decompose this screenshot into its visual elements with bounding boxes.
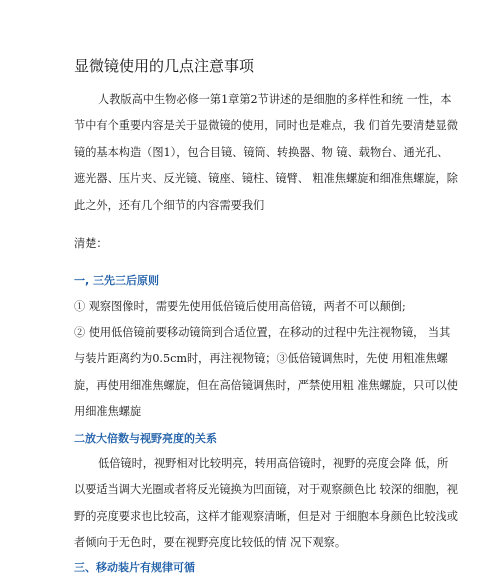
intro-line: 此之外，还有几个细节的内容需要我们 [74, 198, 265, 212]
intro-tail-text: 清楚： [74, 237, 108, 250]
section1-line: 与装片距离约为0.5cm时，再注视物镜；③低倍镜调焦时，先使 用粗准焦螺 [74, 352, 448, 366]
intro-line: 人教版高中生物必修一第1章第2节讲述的是细胞的多样性和统 一性，本 [98, 93, 452, 106]
section1-item2 [74, 320, 458, 426]
intro-tail [74, 231, 430, 257]
section-heading-3-text: 三、移动装片有规律可循 [74, 561, 195, 574]
section2-paragraph [74, 451, 458, 557]
page-title: 显微镜使用的几点注意事项 [74, 57, 255, 75]
intro-paragraph [74, 87, 458, 219]
section1-item1 [74, 294, 430, 320]
intro-line: 遮光器、压片夹、反光镜、镜座、镜柱、镜臂、 粗准焦螺旋和细准焦螺旋，除 [74, 172, 458, 186]
section1-item1-text: ① 观察图像时，需要先使用低倍镜后使用高倍镜，两者不可以颠倒; [74, 300, 406, 313]
section2-line: 以要适当调大光圈或者将反光镜换为凹面镜，对于观察颜色比 较深的细胞，视 [74, 483, 458, 497]
section2-line: 野的亮度要求也比较高，这样才能观察清晰，但是对 于细胞本身颜色比较浅或 [74, 509, 458, 523]
section2-line: 低倍镜时，视野相对比较明亮，转用高倍镜时，视野的亮度会降 低，所 [98, 457, 449, 470]
section-heading-3 [74, 557, 195, 574]
section1-line: 旋，再使用细准焦螺旋，但在高倍镜调焦时，严禁使用粗 准焦螺旋，只可以使 [74, 378, 458, 392]
section-heading-1: 一, 三先三后原则 [74, 274, 160, 287]
intro-line: 节中有个重要内容是关于显微镜的使用，同时也是难点，我 们首先要清楚显微 [74, 119, 458, 133]
section-heading-2: 二放大倍数与视野亮度的关系 [74, 432, 217, 445]
section1-line: ② 使用低倍镜前要移动镜筒到合适位置，在移动的过程中先注视物镜， 当其 [74, 326, 451, 339]
intro-line: 镜的基本构造（图1），包合目镜、镜筒、转换器、物 镜、载物台、通光孔、 [74, 145, 449, 159]
section2-line: 者倾向于无色时，要在视野亮度比较低的情 况下观察。 [74, 536, 347, 550]
section1-line: 用细准焦螺旋 [74, 405, 142, 419]
